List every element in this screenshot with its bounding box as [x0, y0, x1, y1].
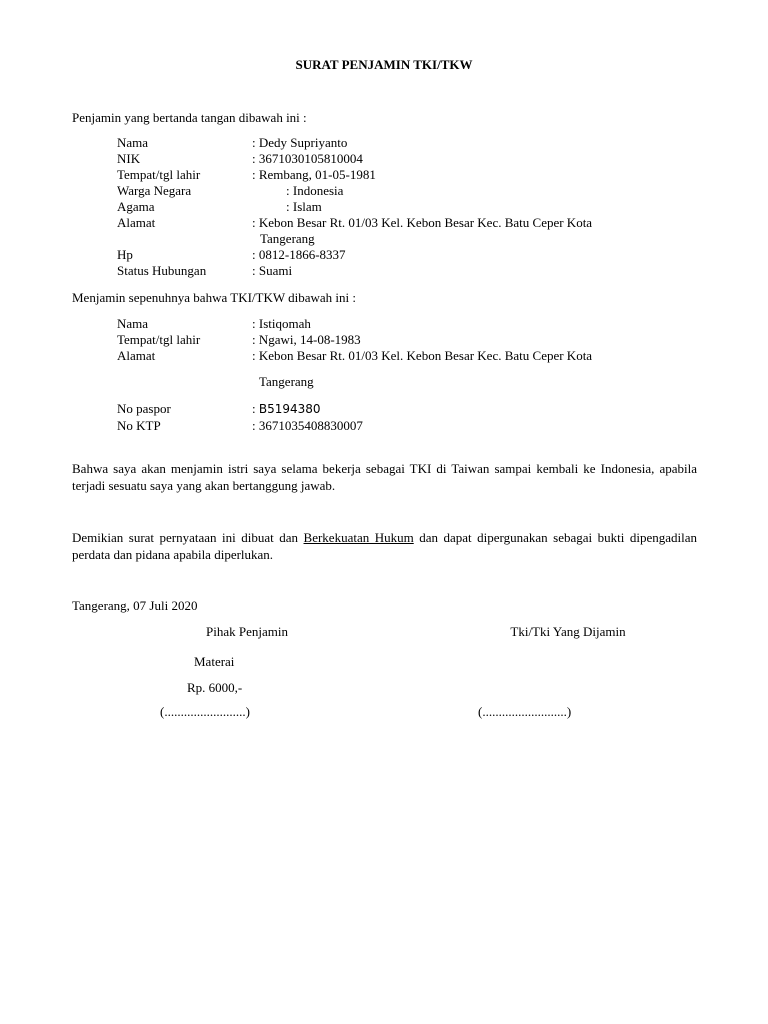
guarantor-intro: Penjamin yang bertanda tangan dibawah ini :: [72, 110, 307, 125]
closing-before: Demikian surat pernyataan ini dibuat dan: [72, 530, 299, 545]
worker-ttl-value: : Ngawi, 14-08-1983: [252, 332, 361, 347]
guarantor-warga-label: Warga Negara: [117, 183, 192, 198]
signature-left-title: Pihak Penjamin: [206, 624, 288, 639]
worker-alamat-label: Alamat: [117, 348, 156, 363]
worker-paspor-label: No paspor: [117, 401, 171, 416]
signature-right-title: Tki/Tki Yang Dijamin: [510, 624, 626, 639]
stamp-duty-amount: Rp. 6000,-: [187, 680, 243, 695]
guarantor-status-value: : Suami: [252, 263, 293, 278]
worker-intro: Menjamin sepenuhnya bahwa TKI/TKW dibawah ini :: [72, 290, 357, 305]
letter-title: SURAT PENJAMIN TKI/TKW: [295, 57, 473, 72]
guarantor-alamat-line1: : Kebon Besar Rt. 01/03 Kel. Kebon Besar Kec. Batu Ceper Kota: [252, 215, 593, 230]
guarantor-hp-label: Hp: [117, 247, 133, 262]
worker-paspor-value: [252, 401, 321, 417]
guarantor-nik-value: : 3671030105810004: [252, 151, 363, 166]
worker-nama-label: Nama: [117, 316, 149, 331]
guarantor-warga-value: : Indonesia: [286, 183, 344, 198]
guarantor-hp-value: : 0812-1866-8337: [252, 247, 346, 262]
signature-left-line: (.........................): [160, 704, 250, 719]
worker-ktp-label: No KTP: [117, 418, 161, 433]
guarantor-nama-value: : Dedy Supriyanto: [252, 135, 348, 150]
worker-paspor-number: B5194380: [258, 402, 321, 416]
guarantor-alamat-label: Alamat: [117, 215, 156, 230]
closing-after: dan dapat dipergunakan sebagai bukti dipengadilan perdata dan pidana apabila diperlukan.: [72, 530, 698, 562]
worker-alamat-line2: Tangerang: [259, 374, 314, 389]
guarantor-ttl-label: Tempat/tgl lahir: [117, 167, 201, 182]
closing-paragraph: [72, 529, 697, 563]
guarantor-ttl-value: : Rembang, 01-05-1981: [252, 167, 376, 182]
statement-paragraph: Bahwa saya akan menjamin istri saya selama bekerja sebagai TKI di Taiwan sampai kembali ke Indonesia, apabila terjadi sesuatu saya yang akan bertanggung jawab.: [72, 461, 697, 493]
worker-ttl-label: Tempat/tgl lahir: [117, 332, 201, 347]
worker-nama-value: : Istiqomah: [252, 316, 311, 331]
guarantor-nik-label: NIK: [117, 151, 141, 166]
closing-underlined: Berkekuatan Hukum: [303, 530, 414, 545]
worker-alamat-line1: : Kebon Besar Rt. 01/03 Kel. Kebon Besar Kec. Batu Ceper Kota: [252, 348, 593, 363]
guarantor-agama-value: : Islam: [286, 199, 322, 214]
guarantor-nama-label: Nama: [117, 135, 149, 150]
signature-right-line: (..........................): [478, 704, 572, 719]
guarantor-status-label: Status Hubungan: [117, 263, 207, 278]
place-date: Tangerang, 07 Juli 2020: [72, 598, 198, 613]
worker-paspor-colon: :: [252, 401, 256, 416]
guarantor-agama-label: Agama: [117, 199, 155, 214]
worker-ktp-value: : 3671035408830007: [252, 418, 363, 433]
guarantor-alamat-line2: Tangerang: [260, 231, 315, 246]
materai-label: Materai: [194, 654, 235, 669]
